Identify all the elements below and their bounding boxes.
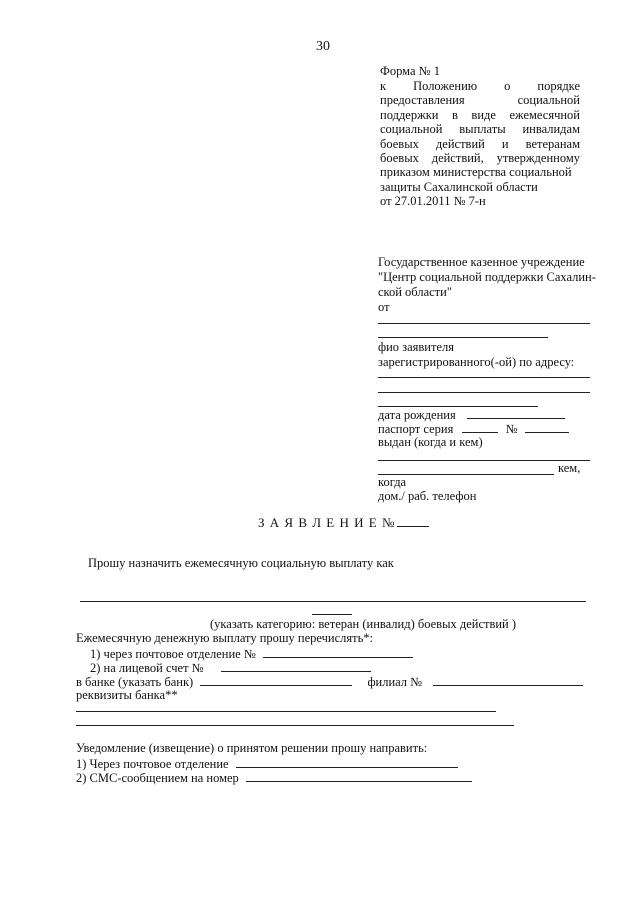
- notify-post-office: 1) Через почтовое отделение: [76, 756, 458, 771]
- sms-number-field[interactable]: [246, 770, 472, 782]
- applicant-name-line-2[interactable]: [378, 337, 548, 338]
- category-line[interactable]: [80, 601, 586, 602]
- page-number: 30: [316, 39, 330, 54]
- application-number-field[interactable]: [397, 515, 429, 527]
- document-title: З А Я В Л Е Н И Е №: [258, 515, 429, 531]
- fio-label: фио заявителя: [378, 340, 454, 354]
- from-label: от: [378, 300, 390, 314]
- bank-details-line-1[interactable]: [76, 711, 496, 712]
- bank-row: в банке (указать банк) филиал №: [76, 674, 583, 689]
- form-ref-line: предоставления социальной: [380, 93, 580, 108]
- birth-date-field[interactable]: [467, 407, 565, 419]
- form-ref-line: поддержки в виде ежемесячной: [380, 107, 580, 122]
- request-text: Прошу назначить ежемесячную социальную выплату как: [88, 556, 394, 570]
- passport-series-field[interactable]: [462, 421, 498, 433]
- form-ref-line: от 27.01.2011 № 7-н: [380, 194, 486, 209]
- form-ref-line: социальной выплаты инвалидам: [380, 122, 580, 137]
- addressee-line-3: ской области": [378, 285, 452, 299]
- transfer-intro: Ежемесячную денежную выплату прошу перечислять*:: [76, 631, 374, 645]
- passport-number-field[interactable]: [525, 421, 569, 433]
- notify-post-office-field[interactable]: [236, 756, 458, 768]
- addressee-line-1: Государственное казенное учреждение: [378, 255, 585, 269]
- addressee-line-2: "Центр социальной поддержки Сахалин-: [378, 270, 596, 284]
- bank-details-line-2[interactable]: [76, 725, 514, 726]
- account-number-field[interactable]: [221, 660, 371, 672]
- passport-row: паспорт серия №: [378, 421, 569, 436]
- option-account: 2) на лицевой счет №: [90, 660, 371, 675]
- category-hint: (указать категорию: ветеран (инвалид) боевых действий ): [210, 617, 517, 631]
- notify-intro: Уведомление (извещение) о принятом решении прошу направить:: [76, 741, 428, 755]
- category-short-line: [312, 614, 352, 615]
- form-number: Форма № 1: [380, 64, 440, 78]
- applicant-name-line[interactable]: [378, 323, 590, 324]
- bank-details-label: реквизиты банка**: [76, 688, 178, 702]
- notify-sms: 2) СМС-сообщением на номер: [76, 770, 472, 785]
- form-reference-block: [380, 79, 580, 209]
- post-office-number-field[interactable]: [263, 646, 413, 658]
- form-ref-line: защиты Сахалинской области: [380, 179, 538, 194]
- kem-label: кем,: [558, 461, 581, 475]
- phone-label: дом./ раб. телефон: [378, 489, 477, 503]
- birth-date-label: дата рождения: [378, 407, 565, 422]
- bank-name-field[interactable]: [200, 674, 352, 686]
- option-post-office: 1) через почтовое отделение №: [90, 646, 413, 661]
- form-ref-line: боевых действий, утвержденному: [380, 151, 580, 166]
- registered-address-label: зарегистрированного(-ой) по адресу:: [378, 355, 575, 369]
- address-line-2[interactable]: [378, 392, 590, 393]
- issued-by-label: выдан (когда и кем): [378, 435, 483, 449]
- form-ref-line: приказом министерства социальной: [380, 165, 572, 180]
- form-ref-line: к Положению о порядке: [380, 79, 580, 93]
- branch-number-field[interactable]: [433, 674, 583, 686]
- form-ref-line: боевых действий и ветеранам: [380, 136, 580, 151]
- address-line-1[interactable]: [378, 377, 590, 378]
- kogda-label: когда: [378, 475, 407, 489]
